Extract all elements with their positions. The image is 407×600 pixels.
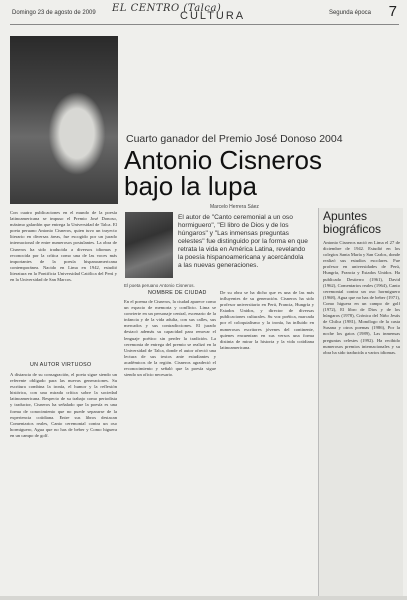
inset-photo: [125, 212, 173, 278]
article-byline: Marcelo Herrera Sáez: [210, 204, 259, 210]
subhead-autor-virtuoso: UN AUTOR VIRTUOSO: [30, 362, 92, 368]
headline-line-2: bajo la lupa: [124, 171, 257, 201]
body-column-1b: A distancia de su consagración, el poeta sigue siendo un referente obligado para las nuevas generaciones. Su escritura combina la ironía, el humor y la reflexión histórica, con una mirada crítica sobre la sociedad latinoamericana. Respecto de su trabajo como periodista y traductor, Cisneros ha señalado que la poesía es una forma de conocimiento que no puede separarse de la experiencia cotidiana. Entre sus libros destacan Comentarios reales, Canto ceremonial contra un oso hormiguero, Agua que no has de beber y Como higuera en un campo de golf.: [10, 372, 117, 438]
page-bottom-edge: [0, 596, 407, 600]
issue-date: Domingo 23 de agosto de 2009: [12, 10, 96, 16]
headline-line-1: Antonio Cisneros: [124, 145, 322, 175]
sidebar-title: Apuntes biográficos: [323, 209, 382, 236]
photo-caption: El poeta peruano Antonio Cisneros.: [124, 283, 195, 288]
body-column-1: Con cuatro publicaciones en el mundo de la poesía latinoamericana se impuso el Premio José Donoso, máximo galardón que entrega la Universidad de Talca. El poeta peruano Antonio Cisneros, quien tuvo un trayecto literario en diversas áreas, fue escogido por un jurado internacional de entre numerosos postulantes. La obra de Cisneros ha sido traducida a diversos idiomas y reconocida por la crítica como una de las voces más importantes de la poesía hispanoamericana contemporánea. Nacido en Lima en 1942, estudió literatura en la Pontificia Universidad Católica del Perú y en la Universidad de San Marcos.: [10, 210, 117, 283]
sidebar-text: Antonio Cisneros nació en Lima el 27 de diciembre de 1942. Estudió en los colegios Santa María y San Carlos, donde realizó sus estudios escolares. Fue profesor en universidades de Perú, Hungría, Francia y Estados Unidos. Ha publicado Destierro (1961), David (1962), Comentarios reales (1964), Canto ceremonial contra un oso hormiguero (1968), Agua que no has de beber (1971), Como higuera en un campo de golf (1972), El libro de Dios y de los húngaros (1978), Crónica del Niño Jesús de Chilca (1981), Monólogo de la casta Susana y otros poemas (1986), Por la noche los gatos (1989), Las inmensas preguntas celestes (1992). Ha recibido numerosos premios internacionales y su obra ha sido traducida a varios idiomas.: [323, 240, 400, 355]
edition-label: Segunda época: [328, 10, 371, 16]
page-number: 7: [388, 3, 397, 20]
author-portrait-photo: [10, 36, 118, 204]
section-label: CULTURA: [180, 10, 246, 22]
article-headline: [124, 147, 322, 199]
body-column-2: En el poema de Cisneros, la ciudad aparece como un espacio de memoria y conflicto. Lima se convierte en un personaje central, escenario de la infancia y de la vida adulta, con sus calles, sus mercados y sus contradicciones. El jurado destacó además su capacidad para renovar el lenguaje poético sin perder la tradición. La ceremonia de entrega del premio se realizó en la Universidad de Talca, donde el autor ofreció una lectura de sus textos ante estudiantes y académicos de la región. Cisneros agradeció el reconocimiento y señaló que la poesía sigue siendo un oficio necesario.: [124, 299, 216, 378]
pull-quote: El autor de "Canto ceremonial a un oso hormiguero", "El libro de Dios y de los húngaros" y "Las inmensas preguntas celestes" fue distinguido por la forma en que retrata la vida en América Latina, revelando la poesía hispanoamericana y acercándola a las nuevas generaciones.: [178, 214, 308, 269]
subhead-nombre-ciudad: NOMBRE DE CIUDAD: [148, 290, 207, 296]
handwritten-source-note: EL CENTRO (Talca): [112, 3, 222, 14]
header-rule: [10, 24, 399, 25]
sidebar-box: [318, 208, 403, 600]
article-deck: Cuarto ganador del Premio José Donoso 2004: [126, 133, 343, 145]
body-column-3: De su obra se ha dicho que es una de las más influyentes de su generación. Cisneros ha sido profesor universitario en Perú, Francia, Hungría y Estados Unidos, y director de diversas publicaciones culturales. Su voz poética, marcada por el coloquialismo y la ironía, ha influido en numerosos escritores jóvenes del continente, quienes encuentran en sus versos una forma distinta de mirar la historia y la vida cotidiana latinoamericana.: [220, 290, 314, 350]
